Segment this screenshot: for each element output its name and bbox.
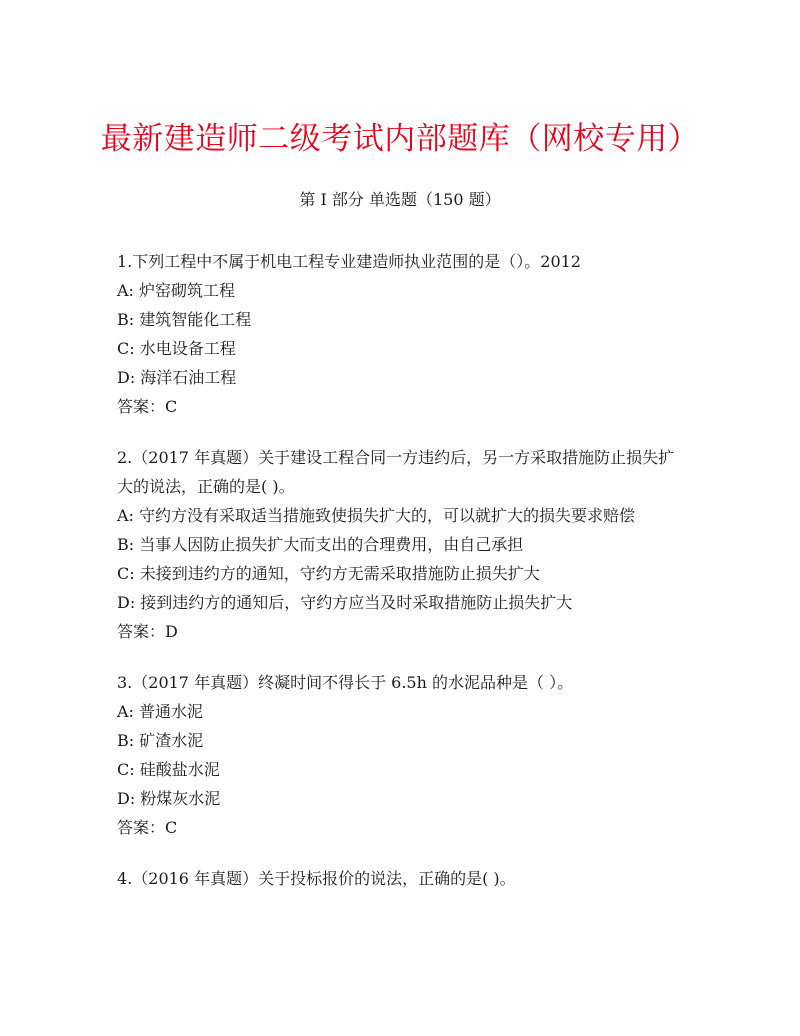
option-b: B: 建筑智能化工程 [117, 310, 252, 329]
option-d: D: 粉煤灰水泥 [117, 789, 221, 808]
answer: 答案：C [117, 397, 178, 416]
question-list [117, 247, 687, 915]
question-stem: 3.（2017 年真题）终凝时间不得长于 6.5h 的水泥品种是（ ）。 [117, 673, 574, 692]
option-d: D: 接到违约方的通知后，守约方应当及时采取措施防止损失扩大 [117, 593, 573, 612]
question-2 [117, 443, 687, 646]
option-a: A: 普通水泥 [117, 702, 204, 721]
option-a: A: 守约方没有采取适当措施致使损失扩大的，可以就扩大的损失要求赔偿 [117, 506, 636, 525]
question-stem: 4.（2016 年真题）关于投标报价的说法，正确的是( )。 [117, 869, 516, 888]
option-b: B: 当事人因防止损失扩大而支出的合理费用，由自己承担 [117, 535, 524, 554]
document-title: 最新建造师二级考试内部题库（网校专用） [100, 121, 700, 157]
question-4 [117, 864, 687, 893]
question-stem: 1.下列工程中不属于机电工程专业建造师执业范围的是（）。2012 [117, 252, 581, 271]
section-header: 第 I 部分 单选题（150 题） [299, 190, 501, 209]
question-3 [117, 668, 687, 842]
question-1 [117, 247, 687, 421]
question-stem: 2.（2017 年真题）关于建设工程合同一方违约后，另一方采取措施防止损失扩大的说法，正确的是( )。 [117, 448, 675, 496]
option-b: B: 矿渣水泥 [117, 731, 204, 750]
answer: 答案：D [117, 622, 178, 641]
option-c: C: 未接到违约方的通知，守约方无需采取措施防止损失扩大 [117, 564, 540, 583]
option-c: C: 水电设备工程 [117, 339, 236, 358]
option-a: A: 炉窑砌筑工程 [117, 281, 236, 300]
option-c: C: 硅酸盐水泥 [117, 760, 220, 779]
answer: 答案：C [117, 818, 178, 837]
option-d: D: 海洋石油工程 [117, 368, 237, 387]
